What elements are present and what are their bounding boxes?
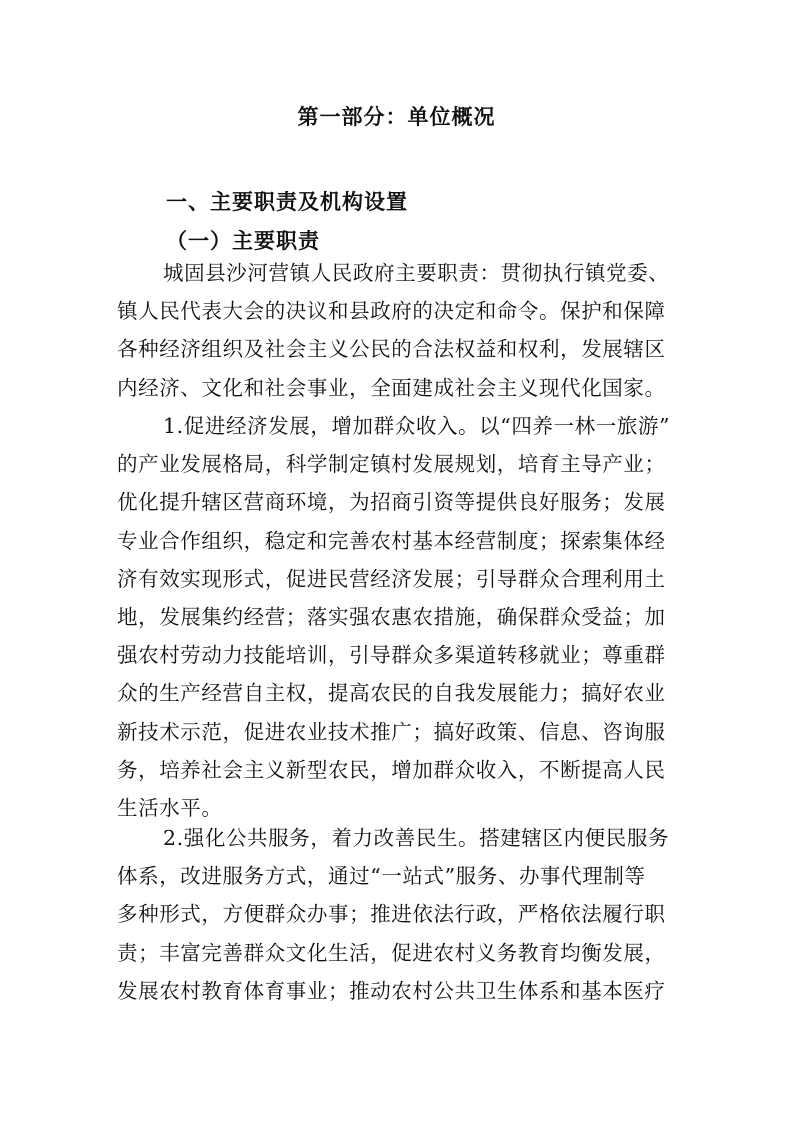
text-line: 地，发展集约经营；落实强农惠农措施，确保群众受益；加 bbox=[117, 604, 666, 629]
text-line: 多种形式，方便群众办事；推进依法行政，严格依法履行职 bbox=[117, 902, 666, 927]
text-line: 镇人民代表大会的决议和县政府的决定和命令。保护和保障 bbox=[117, 299, 666, 324]
text-line: 责；丰富完善群众文化生活，促进农村义务教育均衡发展， bbox=[117, 940, 666, 965]
text-line: 2.强化公共服务，着力改善民生。搭建辖区内便民服务 bbox=[163, 826, 670, 850]
section-heading: 一、主要职责及机构设置 bbox=[166, 190, 408, 214]
text-line: 优化提升辖区营商环境，为招商引资等提供良好服务；发展 bbox=[117, 490, 666, 515]
text-line: 发展农村教育体育事业；推动农村公共卫生体系和基本医疗 bbox=[117, 978, 666, 1003]
text-line: 新技术示范，促进农业技术推广；搞好政策、信息、咨询服 bbox=[117, 719, 666, 744]
text-line: 的产业发展格局，科学制定镇村发展规划，培育主导产业； bbox=[117, 452, 666, 477]
text-line: 体系，改进服务方式，通过“一站式”服务、办事代理制等 bbox=[117, 864, 646, 889]
text-line: 1.促进经济发展，增加群众收入。以“四养一林一旅游” bbox=[163, 414, 671, 438]
text-line: 专业合作组织，稳定和完善农村基本经营制度；探索集体经 bbox=[117, 528, 666, 553]
paragraph-duties-overview bbox=[117, 254, 697, 407]
text-line: 众的生产经营自主权，提高农民的自我发展能力；搞好农业 bbox=[117, 681, 666, 706]
subsection-heading: （一）主要职责 bbox=[166, 229, 320, 253]
text-line: 城固县沙河营镇人民政府主要职责：贯彻执行镇党委、 bbox=[163, 261, 670, 285]
text-line: 各种经济组织及社会主义公民的合法权益和权利，发展辖区 bbox=[117, 337, 666, 362]
paragraph-public-services bbox=[117, 819, 697, 1010]
text-line: 济有效实现形式，促进民营经济发展；引导群众合理利用土 bbox=[117, 566, 666, 591]
text-line: 生活水平。 bbox=[117, 795, 223, 820]
paragraph-economic-development bbox=[117, 407, 697, 827]
text-line: 务，培养社会主义新型农民，增加群众收入，不断提高人民 bbox=[117, 757, 666, 782]
text-line: 内经济、文化和社会事业，全面建成社会主义现代化国家。 bbox=[117, 375, 666, 400]
text-line: 强农村劳动力技能培训，引导群众多渠道转移就业；尊重群 bbox=[117, 643, 666, 668]
page-title: 第一部分：单位概况 bbox=[297, 105, 496, 129]
